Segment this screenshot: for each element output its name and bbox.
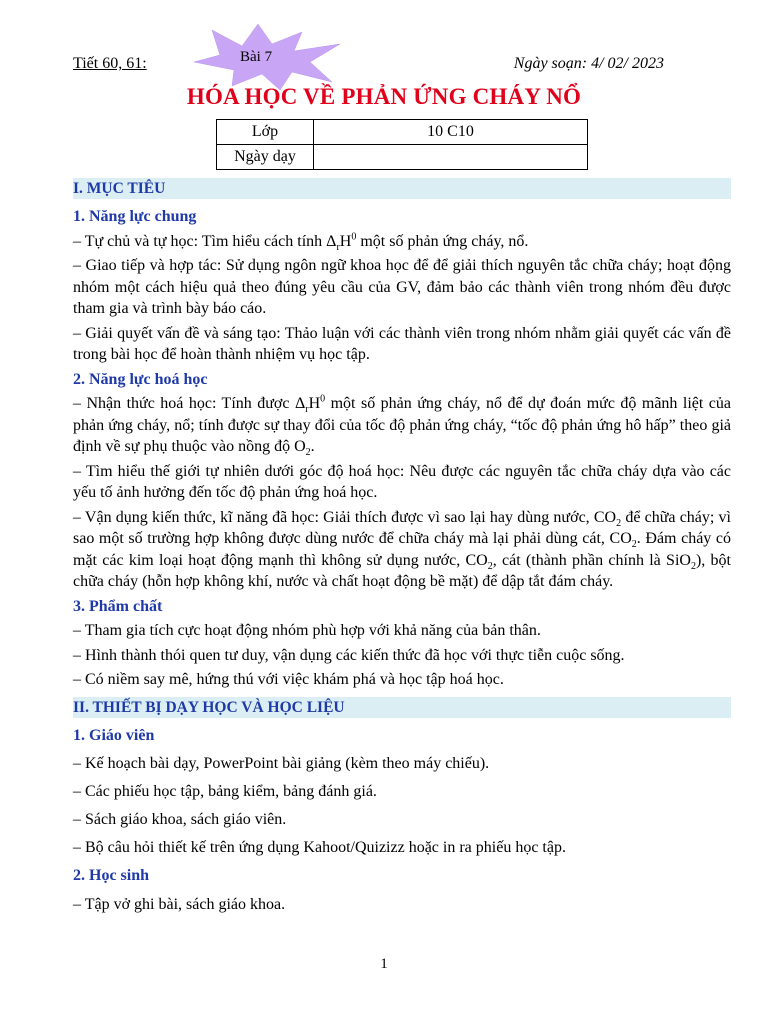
document-title: HÓA HỌC VỀ PHẢN ỨNG CHÁY NỔ [186,84,582,109]
page-number: 1 [380,956,388,972]
paragraph: – Giải quyết vấn đề và sáng tạo: Thảo luận với các thành viên trong nhóm nhằm giải quyết các vấn đề trong bài học để hoàn thành nhiệm vụ học tập. [73,324,731,363]
lesson-periods: Tiết 60, 61: [73,55,147,72]
paragraph: – Nhận thức hoá học: Tính được $\Delta_rH^0$ một số phản ứng cháy, nổ để dự đoán mức độ mãnh liệt của phản ứng cháy, nổ; tính được sự thay đổi của tốc độ phản ứng cháy, “tốc độ phản ứng hô hấp” theo giả định về sự phụ thuộc vào nồng độ $O_2$. [73,393,731,459]
subsection-heading: 3. Phẩm chất [73,597,163,615]
document-body [73,176,731,922]
row-label: Lớp [217,120,314,145]
subsection-heading: 1. Năng lực chung [73,208,197,225]
row-label: Ngày dạy [217,145,314,170]
list-item: – Bộ câu hỏi thiết kế trên ứng dụng Kahoot/Quizizz hoặc in ra phiếu học tập. [73,839,566,856]
row-value [314,145,588,170]
list-item: – Có niềm say mê, hứng thú với việc khám phá và học tập hoá học. [73,671,504,688]
list-item: – Các phiếu học tập, bảng kiểm, bảng đánh giá. [73,783,377,800]
paragraph: – Tự chủ và tự học: Tìm hiểu cách tính $\Delta_rH^0$ một số phản ứng cháy, nổ. [73,231,529,253]
list-item: – Tập vở ghi bài, sách giáo khoa. [73,895,286,913]
section-heading: II. THIẾT BỊ DẠY HỌC VÀ HỌC LIỆU [73,697,731,718]
paragraph: – Vận dụng kiến thức, kĩ năng đã học: Giải thích được vì sao lại hay dùng nước, $CO_2$ để chữa cháy; vì sao một số trường hợp không được dùng nước để chữa cháy mà lại phải dùng cát, $CO_2$. Đám cháy có mặt các kim loại hoạt động mạnh thì không sử dụng nước, $CO_2$, cát (thành phần chính là SiO$_2$), bột chữa cháy (hỗn hợp không khí, nước và chất hoạt động bề mặt) để dập tắt đám cháy. [73,508,732,590]
list-item: – Kế hoạch bài dạy, PowerPoint bài giảng (kèm theo máy chiếu). [73,755,490,772]
class-info-table [216,119,588,170]
table-row [217,120,588,145]
subsection-heading: 1. Giáo viên [73,726,155,744]
lesson-number: Bài 7 [240,49,273,65]
list-item: – Hình thành thói quen tư duy, vận dụng các kiến thức đã học với thực tiễn cuộc sống. [73,646,625,664]
subsection-heading: 2. Năng lực hoá học [73,370,208,388]
prepared-date: Ngày soạn: 4/ 02/ 2023 [513,55,664,72]
list-item: – Sách giáo khoa, sách giáo viên. [73,811,287,828]
row-value: 10 C10 [314,120,588,145]
table-row [217,145,588,170]
paragraph: – Tìm hiểu thế giới tự nhiên dưới góc độ hoá học: Nêu được các nguyên tắc chữa cháy dựa vào các yếu tố ảnh hưởng đến tốc độ phản ứng hoá học. [73,462,731,501]
section-heading: I. MỤC TIÊU [73,178,731,199]
list-item: – Tham gia tích cực hoạt động nhóm phù hợp với khả năng của bản thân. [73,622,541,639]
subsection-heading: 2. Học sinh [73,867,150,884]
paragraph: – Giao tiếp và hợp tác: Sử dụng ngôn ngữ khoa học để để giải thích nguyên tắc chữa cháy; hoạt động nhóm một cách hiệu quả theo đúng yêu cầu của GV, đảm bảo các thành viên trong nhóm đều được tham gia và trình bày báo cáo. [73,257,731,317]
